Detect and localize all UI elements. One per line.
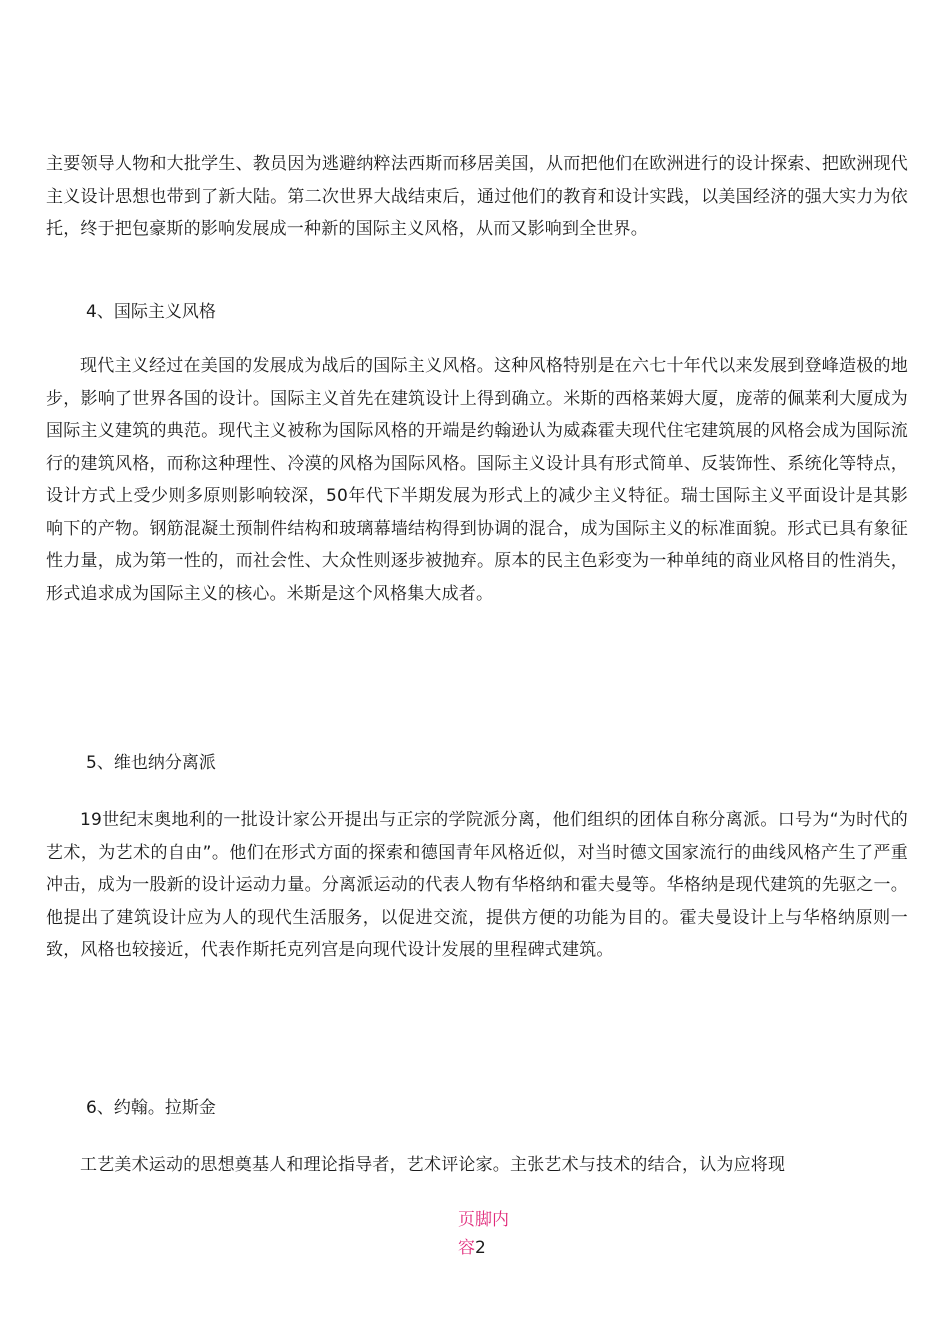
section-5-body: 19世纪末奥地利的一批设计家公开提出与正宗的学院派分离，他们组织的团体自称分离派。口号为“为时代的艺术，为艺术的自由”。他们在形式方面的探索和德国青年风格近似，对当时德文国家流行的曲线风格产生了严重冲击，成为一股新的设计运动力量。分离派运动的代表人物有华格纳和霍夫曼等。华格纳是现代建筑的先驱之一。他提出了建筑设计应为人的现代生活服务，以促进交流，提供方便的功能为目的。霍夫曼设计上与华格纳原则一致，风格也较接近，代表作斯托克列宫是向现代设计发展的里程碑式建筑。 [46, 810, 908, 960]
footer-label-line1: 页脚内 [458, 1210, 509, 1230]
section-4-heading: 4、国际主义风格 [86, 302, 216, 322]
section-6-body: 工艺美术运动的思想奠基人和理论指导者，艺术评论家。主张艺术与技术的结合，认为应将现 [80, 1155, 786, 1175]
section-6-heading: 6、约翰。拉斯金 [86, 1098, 216, 1118]
intro-paragraph: 主要领导人物和大批学生、教员因为逃避纳粹法西斯而移居美国，从而把他们在欧洲进行的设计探索、把欧洲现代主义设计思想也带到了新大陆。第二次世界大战结束后，通过他们的教育和设计实践，以美国经济的强大实力为依托，终于把包豪斯的影响发展成一种新的国际主义风格，从而又影响到全世界。 [46, 154, 908, 239]
section-5-heading: 5、维也纳分离派 [86, 753, 216, 773]
section-4-body: 现代主义经过在美国的发展成为战后的国际主义风格。这种风格特别是在六七十年代以来发展到登峰造极的地步，影响了世界各国的设计。国际主义首先在建筑设计上得到确立。米斯的西格莱姆大厦，庞蒂的佩莱利大厦成为国际主义建筑的典范。现代主义被称为国际风格的开端是约翰逊认为威森霍夫现代住宅建筑展的风格会成为国际流行的建筑风格，而称这种理性、冷漠的风格为国际风格。国际主义设计具有形式简单、反装饰性、系统化等特点，设计方式上受少则多原则影响较深，50年代下半期发展为形式上的减少主义特征。瑞士国际主义平面设计是其影响下的产物。钢筋混凝土预制件结构和玻璃幕墙结构得到协调的混合，成为国际主义的标准面貌。形式已具有象征性力量，成为第一性的，而社会性、大众性则逐步被抛弃。原本的民主色彩变为一种单纯的商业风格目的性消失，形式追求成为国际主义的核心。米斯是这个风格集大成者。 [46, 356, 908, 604]
footer-label-suffix: 容 [458, 1238, 475, 1258]
footer-label-line2 [458, 1234, 518, 1262]
page-footer [458, 1206, 518, 1262]
page-number: 2 [475, 1238, 486, 1258]
